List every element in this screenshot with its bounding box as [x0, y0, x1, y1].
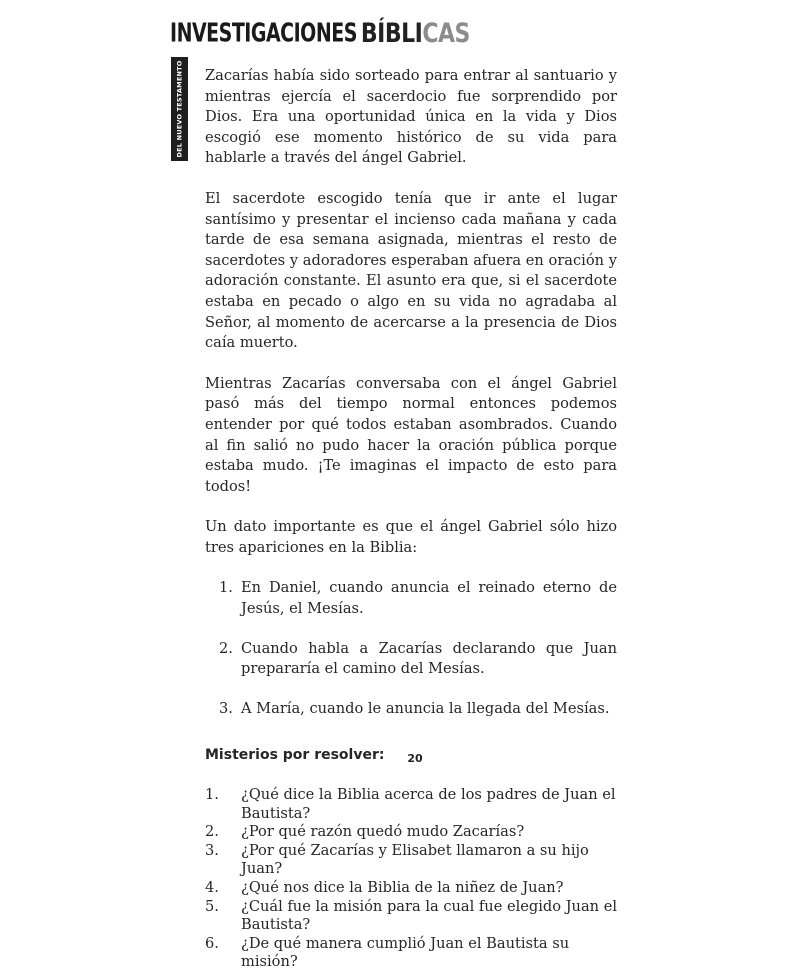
list-item-text: En Daniel, cuando anuncia el reinado eterno de Jesús, el Mesías.	[241, 579, 617, 618]
list-item	[205, 699, 617, 720]
paragraph: Un dato importante es que el ángel Gabriel sólo hizo tres apariciones en la Biblia:	[205, 518, 617, 556]
mysteries-list	[205, 786, 617, 972]
list-item	[205, 578, 617, 619]
list-item-number: 6.	[205, 934, 219, 952]
paragraph: El sacerdote escogido tenía que ir ante el lugar santísimo y presentar el incienso cada mañana y cada tarde de esa semana asignada, mientras el resto de sacerdotes y adoradores esperaban afuera en oración y adoración constante. El asunto era que, si el sacerdote estaba en pecado o algo en su vida no agradaba al Señor, al momento de acercarse a la presencia de Dios caía muerto.	[205, 189, 617, 352]
section-side-tab-label: DEL NUEVO TESTAMENTO	[175, 60, 184, 158]
list-item-text: ¿Cuál fue la misión para la cual fue elegido Juan el Bautista?	[241, 897, 617, 934]
series-title-part2	[361, 19, 470, 49]
list-item-number: 4.	[205, 879, 219, 896]
list-item-text: ¿Qué nos dice la Biblia de la niñez de Juan?	[241, 879, 564, 896]
series-title-part2-dark: BÍBLI	[360, 18, 423, 49]
list-item	[205, 639, 617, 680]
list-item	[205, 786, 617, 823]
list-item-number: 2.	[219, 639, 233, 657]
list-item-text: ¿Por qué Zacarías y Elisabet llamaron a su hijo Juan?	[241, 841, 589, 878]
list-item-text: A María, cuando le anuncia la llegada del Mesías.	[241, 699, 610, 717]
series-title-part1: INVESTIGACIONES	[170, 18, 357, 48]
paragraph: Mientras Zacarías conversaba con el ángel Gabriel pasó más del tiempo normal entonces podemos entender por qué todos estaban asombrados. Cuando al fin salió no pudo hacer la oración pública porque estaba mudo. ¡Te imaginas el impacto de esto para todos!	[205, 374, 617, 495]
list-item-number: 1.	[205, 786, 219, 804]
list-item-text: ¿Qué dice la Biblia acerca de los padres de Juan el Bautista?	[241, 786, 616, 822]
paragraph: Zacarías había sido sorteado para entrar al santuario y mientras ejercía el sacerdocio fue sorprendido por Dios. Era una oportunidad única en la vida y Dios escogió ese momento histórico de su vida para hablarle a través del ángel Gabriel.	[205, 67, 617, 167]
series-title	[170, 18, 470, 54]
list-item-number: 2.	[205, 823, 219, 841]
list-item-text: Cuando habla a Zacarías declarando que Juan prepararía el camino del Mesías.	[241, 639, 617, 678]
list-item	[205, 842, 617, 879]
section-side-tab	[171, 57, 188, 161]
list-item	[205, 898, 617, 935]
page-body	[205, 66, 617, 972]
list-item-number: 3.	[205, 841, 219, 859]
list-item-number: 1.	[219, 579, 233, 597]
list-item	[205, 879, 617, 898]
gabriel-appearances-list	[205, 578, 617, 719]
series-title-part2-fade: CAS	[422, 18, 470, 49]
list-item-number: 5.	[205, 897, 219, 915]
list-item	[205, 935, 617, 972]
list-item	[205, 823, 617, 842]
list-item-number: 3.	[219, 699, 233, 717]
mysteries-heading: Misterios por resolver:	[205, 747, 385, 764]
list-item-text: ¿Por qué razón quedó mudo Zacarías?	[241, 823, 525, 841]
list-item-text: ¿De qué manera cumplió Juan el Bautista su misión?	[241, 934, 570, 971]
page-number: 20	[407, 752, 423, 765]
